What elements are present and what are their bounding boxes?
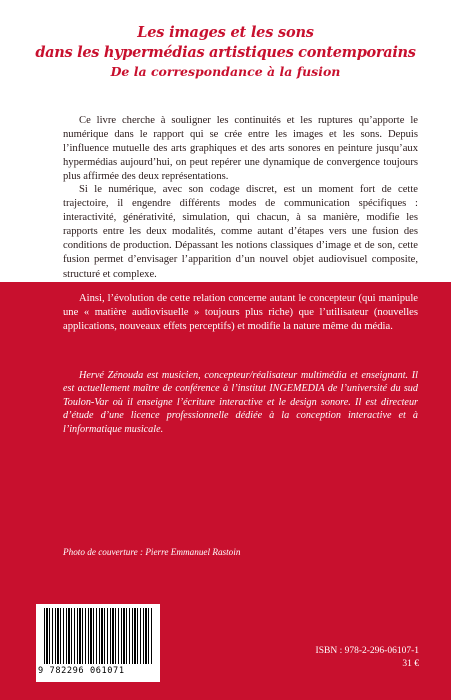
- price-label: 31 €: [402, 659, 419, 669]
- barcode-digits: 9 782296 061071: [38, 666, 125, 676]
- author-bio: Hervé Zénouda est musicien, concepteur/réalisateur multimédia et enseignant. Il est actuellement maître de conférence à l’institut INGEMEDIA de l’université du sud Toulon-Var où il enseigne l’écriture interactive et le design sonore. Il est directeur d’étude d’une licence professionnelle dédiée à la conception interactive et à l’informatique musicale.: [63, 370, 418, 435]
- summary-paragraph-3: Ainsi, l’évolution de cette relation concerne autant le concepteur (qui manipule une « matière audiovisuelle » toujours plus riche) que l’utilisateur (nouvelles applications, nouveaux effets perceptifs) et modifie la nature même du média.: [63, 293, 418, 333]
- isbn-label: ISBN : 978-2-296-06107-1: [315, 646, 419, 656]
- book-subtitle: De la correspondance à la fusion: [110, 64, 341, 79]
- barcode-bars: [44, 608, 154, 664]
- summary-paragraph-1: Ce livre cherche à souligner les continuités et les ruptures qu’apporte le numérique dans le rapport qui se crée entre les images et les sons. Depuis l’influence mutuelle des arts graphiques et des arts sonores en peinture jusqu’aux hypermédias aujourd’hui, on peut repérer une dynamique de convergence toujours plus affirmée des deux représentations.: [63, 115, 418, 183]
- book-title-line1: Les images et les sons: [137, 24, 314, 41]
- summary-paragraph-2: Si le numérique, avec son codage discret, est un moment fort de cette trajectoire, il engendre différents modes de communication spécifiques : interactivité, générativité, simulation, qui chacun, à sa manière, modifie les rapports entre les deux modalités, comme autant d’étapes vers une fusion des conditions de production. Dépassant les notions classiques d’image et de son, cette fusion permet d’envisager l’apparition d’un nouvel objet audiovisuel composite, structuré et complexe.: [63, 184, 418, 280]
- photo-credit: Photo de couverture : Pierre Emmanuel Rastoin: [63, 547, 241, 557]
- book-title-line2: dans les hypermédias artistiques contemporains: [35, 44, 416, 61]
- barcode: [36, 604, 160, 682]
